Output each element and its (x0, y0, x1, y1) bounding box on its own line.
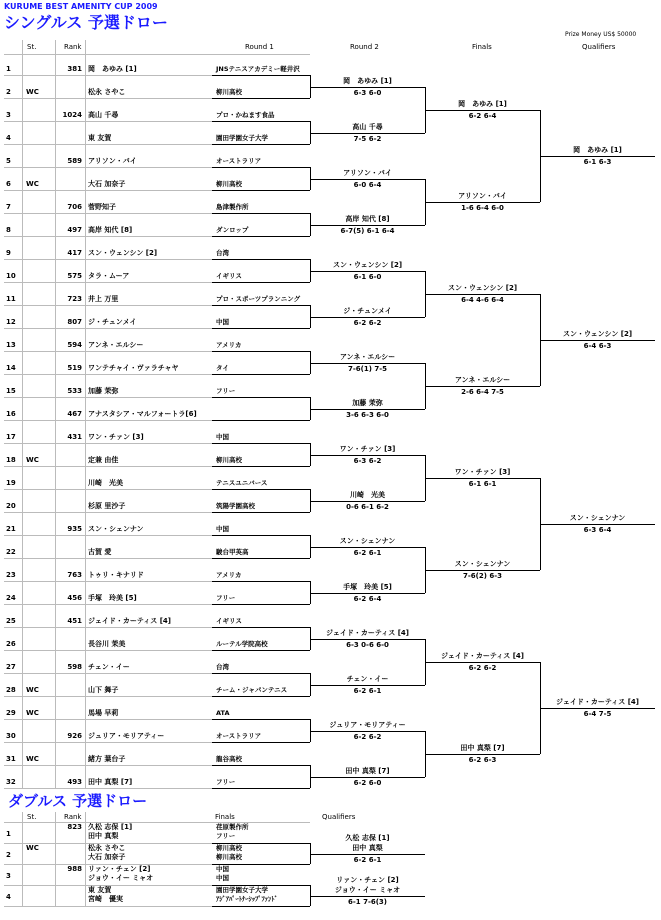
entry-club: ルーテル学院高校 (216, 640, 268, 648)
entry-club: オーストラリア (216, 732, 262, 740)
entry-rank: 456 (67, 594, 82, 602)
entry-name[interactable]: ワン・チァン [3] (88, 433, 144, 441)
entry-status: WC (26, 755, 39, 763)
doubles-player2[interactable]: ジョウ・イー ミャオ (88, 874, 154, 882)
round2-score: 6-3 6-2 (353, 456, 382, 465)
entry-number: 32 (6, 778, 16, 786)
bracket-line (310, 777, 425, 778)
bracket-line (212, 673, 310, 674)
bracket-line (310, 455, 425, 456)
doubles-player2[interactable]: 田中 真梨 (88, 832, 119, 840)
round2-score: 6-2 6-4 (353, 594, 382, 603)
bracket-line (310, 87, 425, 88)
qualifier-score: 6-4 7-5 (583, 709, 612, 718)
round2-winner[interactable]: ジュリア・モリアティー (329, 720, 406, 729)
round2-winner[interactable]: アンネ・エルシー (339, 352, 396, 361)
entry-number: 7 (6, 203, 11, 211)
bracket-line (212, 489, 310, 490)
entry-number: 20 (6, 502, 16, 510)
entry-rank: 594 (67, 341, 82, 349)
bracket-line (212, 650, 310, 651)
finals-winner[interactable]: 田中 真梨 [7] (460, 743, 505, 752)
entry-number: 3 (6, 111, 11, 119)
bracket-line (212, 466, 310, 467)
entry-number: 12 (6, 318, 16, 326)
prize-money: Prize Money US$ 50000 (565, 31, 637, 38)
bracket-line (310, 593, 425, 594)
round2-winner[interactable]: ワン・チァン [3] (339, 444, 396, 453)
header-round1: Round 1 (245, 43, 274, 51)
entry-club: ダンロップ (216, 226, 249, 234)
doubles-club2: 中国 (216, 874, 229, 882)
entry-status: WC (26, 709, 39, 717)
finals-winner[interactable]: ジェイド・カーティス [4] (440, 651, 524, 660)
entry-number: 26 (6, 640, 16, 648)
entry-status: WC (26, 686, 39, 694)
entry-number: 11 (6, 295, 16, 303)
entry-name[interactable]: ワンテチャイ・ヴァラチャヤ (88, 364, 179, 372)
bracket-line (212, 282, 310, 283)
round2-winner[interactable]: 川崎 光美 (350, 490, 385, 499)
bracket-line (540, 340, 655, 341)
entry-name[interactable]: 長谷川 茉美 (88, 640, 126, 648)
entry-club: 柳川高校 (216, 180, 242, 188)
bracket-line (212, 167, 310, 168)
round2-score: 3-6 6-3 6-0 (346, 410, 389, 419)
entry-club: フリー (216, 594, 236, 602)
entry-club: 筑陽学園高校 (216, 502, 255, 510)
entry-club: プロ・スポーツプランニング (216, 295, 301, 303)
entry-club: 園田学園女子大学 (216, 134, 268, 142)
entry-status: WC (26, 180, 39, 188)
entry-rank: 493 (67, 778, 82, 786)
entry-name[interactable]: スン・シェンナン (88, 525, 144, 533)
header-qualifiers: Qualifiers (582, 43, 616, 51)
doubles-club2: 柳川高校 (216, 853, 242, 861)
doubles-player1[interactable]: 松永 さやこ (88, 844, 126, 852)
bracket-line (310, 854, 425, 855)
bracket-line (310, 225, 425, 226)
entry-rank: 497 (67, 226, 82, 234)
round2-score: 6-2 6-1 (353, 548, 382, 557)
doubles-finals-player2[interactable]: 田中 真梨 (352, 843, 383, 852)
entry-name[interactable]: 杉原 里沙子 (88, 502, 126, 510)
finals-winner[interactable]: スン・シェンナン (454, 559, 511, 568)
doubles-player2[interactable]: 大石 加奈子 (88, 853, 126, 861)
bracket-line (212, 236, 310, 237)
doubles-finals-score: 6-2 6-1 (353, 855, 382, 864)
entry-number: 21 (6, 525, 16, 533)
entry-number: 9 (6, 249, 11, 257)
entry-name[interactable]: 高山 千尋 (88, 111, 119, 119)
entry-rank: 431 (67, 433, 82, 441)
finals-winner[interactable]: 岡 あゆみ [1] (458, 99, 507, 108)
doubles-number: 1 (6, 830, 11, 838)
bracket-line (212, 604, 310, 605)
entry-name[interactable]: アリソン・バイ (88, 157, 137, 165)
doubles-club1: 園田学園女子大学 (216, 886, 268, 894)
bracket-line (540, 708, 655, 709)
bracket-line (212, 906, 310, 907)
finals-winner[interactable]: ワン・チァン [3] (454, 467, 511, 476)
bracket-line (212, 535, 310, 536)
bracket-line (212, 190, 310, 191)
entry-status: WC (26, 88, 39, 96)
bracket-line (85, 812, 86, 906)
entry-name[interactable]: 古賀 愛 (88, 548, 112, 556)
entry-name[interactable]: 松永 さやこ (88, 88, 126, 96)
bracket-line (22, 40, 23, 788)
entry-number: 10 (6, 272, 16, 280)
entry-club: 台湾 (216, 663, 229, 671)
bracket-line (212, 627, 310, 628)
bracket-line (22, 812, 23, 906)
entry-rank: 706 (67, 203, 82, 211)
entry-club: 駿台甲英高 (216, 548, 249, 556)
entry-name[interactable]: 手塚 玲美 [5] (88, 594, 137, 602)
entry-number: 28 (6, 686, 16, 694)
entry-club: 台湾 (216, 249, 229, 257)
qualifier-score: 6-1 6-3 (583, 157, 612, 166)
entry-name[interactable]: 緒方 葉台子 (88, 755, 126, 763)
finals-score: 6-2 6-4 (468, 111, 497, 120)
entry-number: 22 (6, 548, 16, 556)
doubles-rank: 823 (67, 823, 82, 831)
entry-club: 島津製作所 (216, 203, 249, 211)
round2-score: 6-2 6-2 (353, 732, 382, 741)
round2-score: 6-7(5) 6-1 6-4 (340, 226, 395, 235)
qualifier-name[interactable]: ジェイド・カーティス [4] (555, 697, 639, 706)
doubles-club1: 柳川高校 (216, 844, 242, 852)
doubles-club2: フリー (216, 832, 236, 840)
bracket-line (212, 558, 310, 559)
finals-score: 6-2 6-2 (468, 663, 497, 672)
entry-rank: 451 (67, 617, 82, 625)
entry-name[interactable]: 井上 万里 (88, 295, 119, 303)
doubles-status: WC (26, 844, 39, 852)
bracket-line (212, 742, 310, 743)
bracket-line (310, 501, 425, 502)
header-round2: Round 2 (350, 43, 379, 51)
bracket-line (425, 478, 540, 479)
round2-score: 7-6(1) 7-5 (348, 364, 387, 373)
doubles-club1: 荏原製作所 (216, 823, 249, 831)
bracket-line (212, 75, 310, 76)
bracket-line (310, 731, 425, 732)
bracket-line (310, 639, 425, 640)
entry-rank: 598 (67, 663, 82, 671)
bracket-line (212, 581, 310, 582)
entry-name[interactable]: 定兼 由佳 (88, 456, 119, 464)
header-st: St. (27, 43, 37, 51)
bracket-line (212, 719, 310, 720)
bracket-line (310, 179, 425, 180)
singles-title: シングルス 予選ドロー (4, 13, 168, 32)
round2-winner[interactable]: 高山 千尋 (352, 122, 383, 131)
entry-name[interactable]: 山下 舞子 (88, 686, 119, 694)
entry-number: 18 (6, 456, 16, 464)
entry-club: イギリス (216, 617, 242, 625)
entry-rank: 575 (67, 272, 82, 280)
doubles-player2[interactable]: 宮崎 優実 (88, 895, 123, 903)
entry-number: 5 (6, 157, 11, 165)
bracket-line (212, 420, 310, 421)
entry-club: テニスユニバース (216, 479, 268, 487)
entry-name[interactable]: 高岸 知代 [8] (88, 226, 133, 234)
entry-name[interactable]: 馬場 早莉 (88, 709, 119, 717)
entry-rank: 723 (67, 295, 82, 303)
entry-number: 19 (6, 479, 16, 487)
entry-club: 中国 (216, 318, 229, 326)
doubles-number: 4 (6, 893, 11, 901)
bracket-line (212, 765, 310, 766)
doubles-player1[interactable]: 久松 志保 [1] (88, 823, 133, 831)
entry-club: 中国 (216, 525, 229, 533)
entry-club: 龍谷高校 (216, 755, 242, 763)
bracket-line (212, 788, 310, 789)
finals-score: 6-4 4-6 6-4 (461, 295, 504, 304)
round2-score: 6-3 0-6 6-0 (346, 640, 389, 649)
round2-winner[interactable]: 手塚 玲美 [5] (343, 582, 392, 591)
bracket-line (212, 374, 310, 375)
bracket-line (212, 213, 310, 214)
entry-number: 8 (6, 226, 11, 234)
entry-number: 6 (6, 180, 11, 188)
bracket-line (540, 156, 655, 157)
entry-number: 15 (6, 387, 16, 395)
entry-number: 27 (6, 663, 16, 671)
doubles-finals-player1[interactable]: 久松 志保 [1] (345, 833, 390, 842)
entry-number: 2 (6, 88, 11, 96)
finals-score: 2-6 6-4 7-5 (461, 387, 504, 396)
entry-name[interactable]: トゥリ・キナリド (88, 571, 144, 579)
bracket-line (212, 305, 310, 306)
entry-number: 4 (6, 134, 11, 142)
entry-rank: 1024 (62, 111, 82, 119)
round2-score: 6-2 6-0 (353, 778, 382, 787)
doubles-header-rank: Rank (64, 813, 82, 821)
entry-club: プロ・かねます食品 (216, 111, 275, 119)
round2-score: 6-0 6-4 (353, 180, 382, 189)
entry-number: 29 (6, 709, 16, 717)
bracket-line (212, 351, 310, 352)
entry-status: WC (26, 456, 39, 464)
doubles-club1: 中国 (216, 865, 229, 873)
doubles-number: 2 (6, 851, 11, 859)
bracket-line (212, 259, 310, 260)
event-title: KURUME BEST AMENITY CUP 2009 (4, 2, 158, 11)
finals-score: 1-6 6-4 6-0 (461, 203, 504, 212)
bracket-line (212, 397, 310, 398)
doubles-header-finals: Finals (215, 813, 235, 821)
entry-number: 13 (6, 341, 16, 349)
bracket-line (310, 685, 425, 686)
entry-rank: 589 (67, 157, 82, 165)
entry-rank: 467 (67, 410, 82, 418)
bracket-line (310, 547, 425, 548)
round2-score: 6-1 6-0 (353, 272, 382, 281)
entry-rank: 381 (67, 65, 82, 73)
bracket-line (212, 98, 310, 99)
entry-name[interactable]: タラ・ムーア (88, 272, 130, 280)
doubles-header-st: St. (27, 813, 37, 821)
header-finals: Finals (472, 43, 492, 51)
entry-rank: 533 (67, 387, 82, 395)
bracket-line (4, 822, 310, 823)
entry-number: 31 (6, 755, 16, 763)
bracket-line (212, 144, 310, 145)
entry-number: 25 (6, 617, 16, 625)
bracket-line (310, 133, 425, 134)
round2-score: 6-2 6-1 (353, 686, 382, 695)
entry-name[interactable]: 田中 真梨 [7] (88, 778, 133, 786)
entry-name[interactable]: 岡 あゆみ [1] (88, 65, 137, 73)
entry-name[interactable]: アナスタシア・マルフォートラ[6] (88, 410, 197, 418)
round2-winner[interactable]: 高岸 知代 [8] (345, 214, 390, 223)
bracket-line (4, 54, 310, 55)
bracket-line (425, 754, 540, 755)
round2-score: 6-3 6-0 (353, 88, 382, 97)
bracket-line (425, 294, 540, 295)
bracket-line (212, 512, 310, 513)
bracket-line (540, 524, 655, 525)
round2-winner[interactable]: スン・ウェンシン [2] (332, 260, 403, 269)
round2-score: 0-6 6-1 6-2 (346, 502, 389, 511)
bracket-line (310, 317, 425, 318)
entry-name[interactable]: 大石 加奈子 (88, 180, 126, 188)
entry-name[interactable]: ジェイド・カーティス [4] (88, 617, 172, 625)
round2-winner[interactable]: 加藤 茉弥 (352, 398, 383, 407)
doubles-finals-score: 6-1 7-6(3) (348, 897, 387, 906)
entry-name[interactable]: 菅野知子 (88, 203, 116, 211)
entry-club: アメリカ (216, 571, 242, 579)
round2-winner[interactable]: 田中 真梨 [7] (345, 766, 390, 775)
entry-club: ATA (216, 709, 230, 717)
entry-number: 16 (6, 410, 16, 418)
entry-name[interactable]: チェン・イー (88, 663, 130, 671)
entry-club: オーストラリア (216, 157, 262, 165)
finals-winner[interactable]: アリソン・バイ (458, 191, 507, 200)
entry-number: 30 (6, 732, 16, 740)
round2-winner[interactable]: ジ・チュンメイ (343, 306, 392, 315)
entry-rank: 417 (67, 249, 82, 257)
entry-number: 14 (6, 364, 16, 372)
bracket-line (425, 386, 540, 387)
qualifier-name[interactable]: スン・ウェンシン [2] (562, 329, 633, 338)
bracket-line (310, 896, 425, 897)
entry-number: 17 (6, 433, 16, 441)
entry-club: イギリス (216, 272, 242, 280)
doubles-rank: 988 (67, 865, 82, 873)
entry-club: 中国 (216, 433, 229, 441)
bracket-line (310, 363, 425, 364)
bracket-line (85, 40, 86, 788)
entry-name[interactable]: アンネ・エルシー (88, 341, 144, 349)
qualifier-score: 6-4 6-3 (583, 341, 612, 350)
entry-name[interactable]: ジ・チュンメイ (88, 318, 137, 326)
bracket-line (212, 121, 310, 122)
entry-name[interactable]: ジュリア・モリアティー (88, 732, 165, 740)
bracket-line (310, 271, 425, 272)
finals-winner[interactable]: アンネ・エルシー (454, 375, 511, 384)
entry-rank: 935 (67, 525, 82, 533)
entry-rank: 763 (67, 571, 82, 579)
bracket-line (212, 696, 310, 697)
bracket-line (425, 662, 540, 663)
bracket-line (212, 328, 310, 329)
entry-club: チーム・ジャパンテニス (216, 686, 288, 694)
doubles-player1[interactable]: 東 友賀 (88, 886, 112, 894)
finals-score: 6-1 6-1 (468, 479, 497, 488)
entry-rank: 807 (67, 318, 82, 326)
round2-winner[interactable]: 岡 あゆみ [1] (343, 76, 392, 85)
header-rank: Rank (64, 43, 82, 51)
bracket-line (425, 202, 540, 203)
entry-name[interactable]: 川崎 光美 (88, 479, 123, 487)
bracket-line (425, 110, 540, 111)
bracket-line (212, 443, 310, 444)
entry-rank: 519 (67, 364, 82, 372)
entry-club: 柳川高校 (216, 456, 242, 464)
entry-club: フリー (216, 778, 236, 786)
finals-winner[interactable]: スン・ウェンシン [2] (447, 283, 518, 292)
round2-winner[interactable]: ジェイド・カーティス [4] (325, 628, 409, 637)
doubles-finals-player1[interactable]: リァン・チェン [2] (336, 875, 399, 884)
entry-club: アメリカ (216, 341, 242, 349)
entry-name[interactable]: 加藤 茉弥 (88, 387, 119, 395)
entry-number: 1 (6, 65, 11, 73)
entry-club: タイ (216, 364, 229, 372)
doubles-finals-player2[interactable]: ジョウ・イー ミャオ (334, 885, 401, 894)
doubles-header-qualifiers: Qualifiers (322, 813, 356, 821)
qualifier-score: 6-3 6-4 (583, 525, 612, 534)
doubles-number: 3 (6, 872, 11, 880)
round2-score: 6-2 6-2 (353, 318, 382, 327)
entry-club: 柳川高校 (216, 88, 242, 96)
finals-score: 6-2 6-3 (468, 755, 497, 764)
finals-score: 7-6(2) 6-3 (463, 571, 502, 580)
bracket-line (310, 409, 425, 410)
qualifier-name[interactable]: スン・シェンナン (569, 513, 626, 522)
doubles-title: ダブルス 予選ドロー (8, 792, 148, 810)
doubles-club2: ｱｼﾞｱﾊﾟｰﾄﾅｰｼｯﾌﾟﾌｧﾝﾄﾞ (216, 895, 278, 903)
entry-club: JNSテニスアカデミー軽井沢 (216, 65, 300, 73)
round2-winner[interactable]: アリソン・バイ (343, 168, 392, 177)
entry-name[interactable]: 東 友賀 (88, 134, 112, 142)
bracket-line (425, 570, 540, 571)
qualifier-name[interactable]: 岡 あゆみ [1] (573, 145, 622, 154)
entry-rank: 926 (67, 732, 82, 740)
entry-name[interactable]: スン・ウェンシン [2] (88, 249, 158, 257)
doubles-player1[interactable]: リァン・チェン [2] (88, 865, 151, 873)
entry-number: 23 (6, 571, 16, 579)
entry-club: フリー (216, 387, 236, 395)
round2-winner[interactable]: チェン・イー (346, 674, 389, 683)
round2-score: 7-5 6-2 (353, 134, 382, 143)
entry-number: 24 (6, 594, 16, 602)
round2-winner[interactable]: スン・シェンナン (339, 536, 396, 545)
